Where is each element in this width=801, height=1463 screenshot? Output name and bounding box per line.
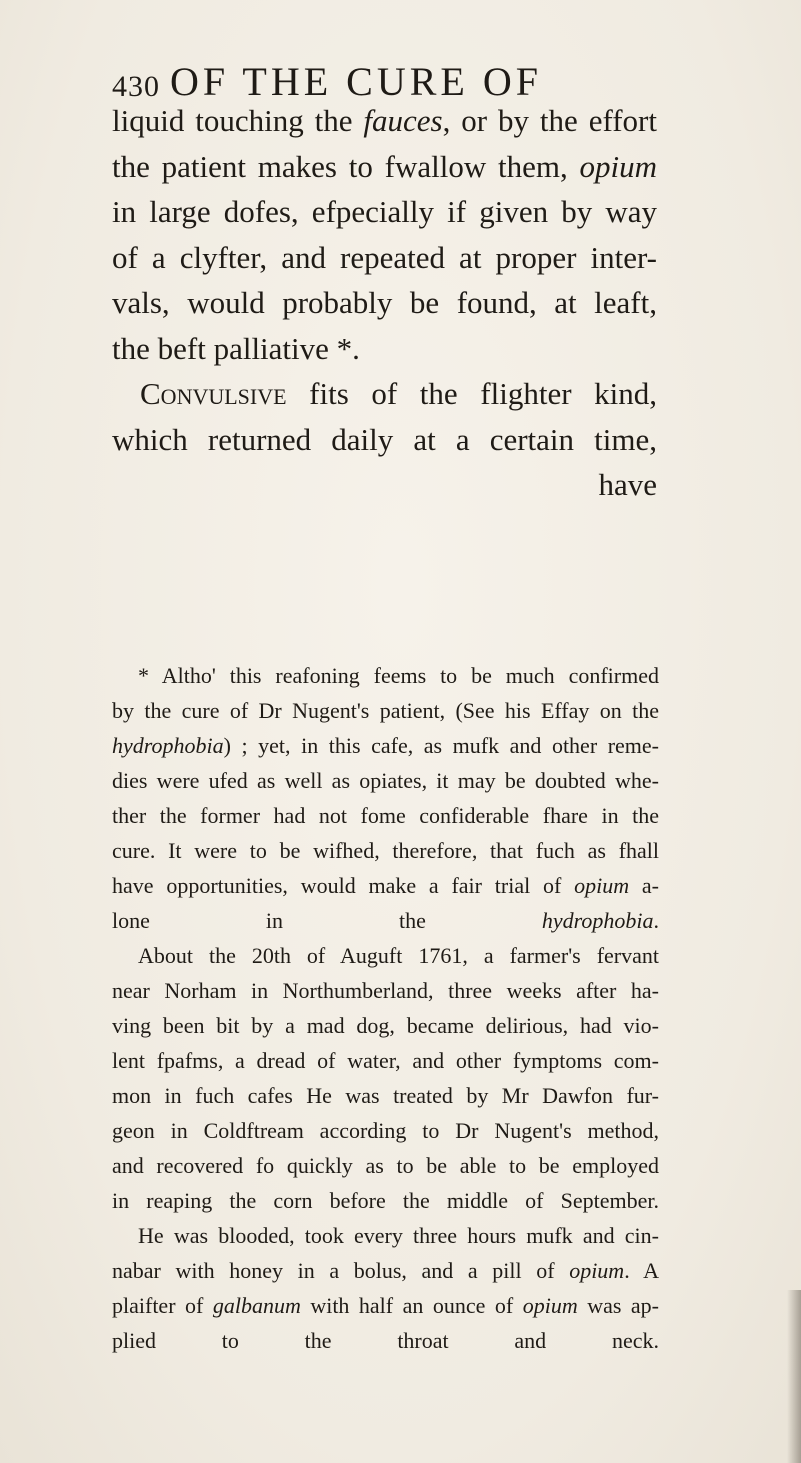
- text-line: in large dofes, efpecially if given by way: [112, 194, 657, 229]
- text-line: vals, would probably be found, at leaft,: [112, 285, 657, 320]
- footnote-line: plied to the throat and neck.: [112, 1328, 659, 1353]
- footnote-line: hydrophobia) ; yet, in this cafe, as mufk and other reme-: [112, 733, 659, 758]
- footnote-line: lone in the hydrophobia.: [112, 908, 659, 933]
- text-line: of a clyfter, and repeated at proper inter-: [112, 239, 657, 275]
- running-head: OF THE CURE OF: [170, 59, 542, 104]
- footnote-line: near Norham in Northumberland, three weeks after ha-: [112, 978, 659, 1003]
- paragraph-initial-word: Convulsive: [140, 376, 287, 411]
- footnote-line: by the cure of Dr Nugent's patient, (See his Effay on the: [112, 698, 659, 723]
- footnote-line: nabar with honey in a bolus, and a pill of opium. A: [112, 1258, 659, 1283]
- catchword: have: [598, 467, 657, 502]
- footnote-line: mon in fuch cafes He was treated by Mr Dawfon fur-: [112, 1083, 659, 1108]
- text-line: the patient makes to fwallow them, opium: [112, 148, 657, 184]
- page-number: 430: [112, 70, 160, 103]
- text-line: liquid touching the fauces, or by the effort: [112, 103, 657, 138]
- footnote-line: cure. It were to be wifhed, therefore, that fuch as fhall: [112, 838, 659, 863]
- footnote-line: He was blooded, took every three hours mufk and cin-: [138, 1223, 659, 1248]
- footnote: [112, 658, 659, 1358]
- footnote-line: ving been bit by a mad dog, became delirious, had vio-: [112, 1013, 659, 1038]
- text-line: which returned daily at a certain time,: [112, 421, 657, 457]
- footnote-line: ther the former had not fome confiderable fhare in the: [112, 803, 659, 828]
- main-text: [112, 98, 657, 508]
- footnote-line: plaifter of galbanum with half an ounce of opium was ap-: [112, 1293, 659, 1318]
- text-line: Convulsive fits of the flighter kind,: [140, 376, 657, 411]
- page-edge-shadow: [787, 1290, 801, 1463]
- footnote-line: lent fpafms, a dread of water, and other fymptoms com-: [112, 1048, 659, 1073]
- footnote-line: geon in Coldftream according to Dr Nugent's method,: [112, 1118, 659, 1143]
- footnote-line: have opportunities, would make a fair trial of opium a-: [112, 873, 660, 898]
- text-line: the beft palliative *.: [112, 330, 360, 366]
- footnote-line: dies were ufed as well as opiates, it may be doubted whe-: [112, 768, 659, 793]
- footnote-line: and recovered fo quickly as to be able to be employed: [112, 1153, 659, 1178]
- footnote-line: About the 20th of Auguft 1761, a farmer's fervant: [138, 943, 659, 968]
- footnote-line: in reaping the corn before the middle of September.: [112, 1188, 659, 1213]
- footnote-line: * Altho' this reafoning feems to be much confirmed: [138, 663, 659, 688]
